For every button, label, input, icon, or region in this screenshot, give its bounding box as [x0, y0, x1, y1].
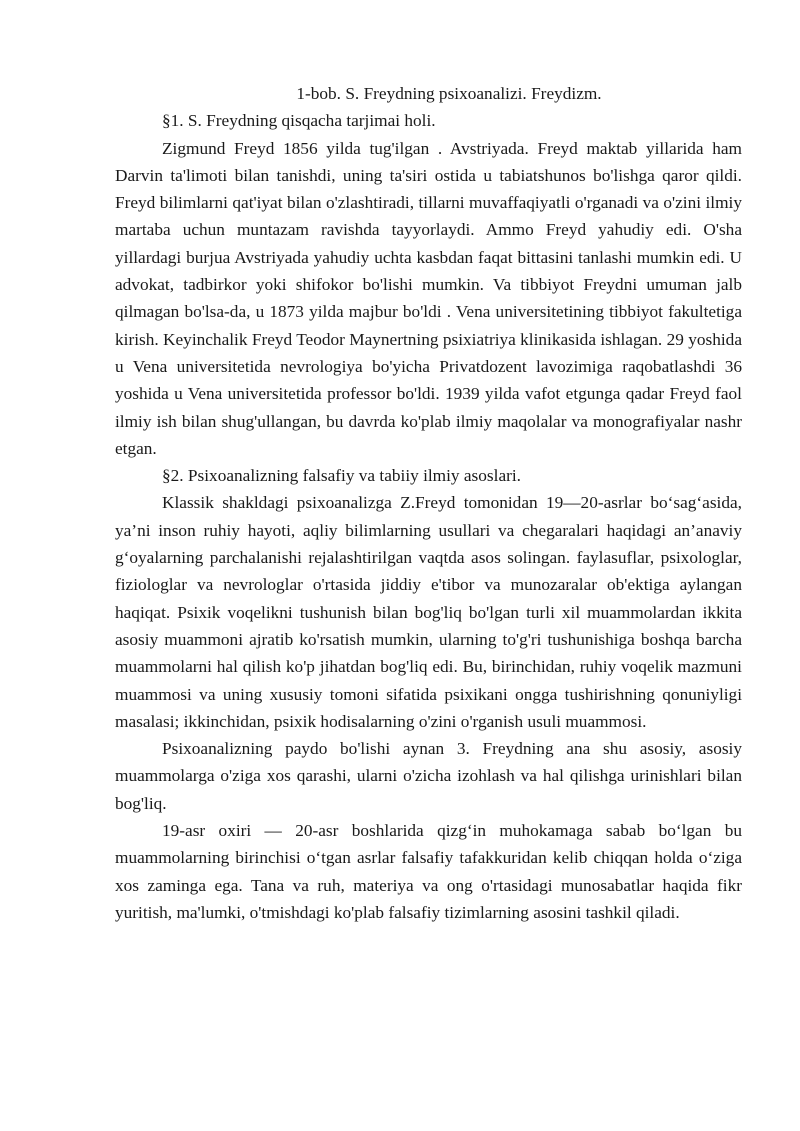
chapter-title: 1-bob. S. Freydning psixoanalizi. Freydizm.: [296, 84, 602, 103]
document-page: [115, 80, 742, 926]
paragraph: 19-asr oxiri — 20-asr boshlarida qizg‘in muhokamaga sabab bo‘lgan bu muammolarning birinchisi o‘tgan asrlar falsafiy tafakkuridan kelib chiqqan holda o‘ziga xos zaminga ega. Tana va ruh, materiya va ong o'rtasidagi munosabatlar haqida fikr yuritish, ma'lumki, o'tmishdagi ko'plab falsafiy tizimlarning asosini tashkil qiladi.: [115, 821, 742, 922]
section-heading-biography: §1. S. Freydning qisqacha tarjimai holi.: [162, 111, 436, 131]
paragraph: Psixoanalizning paydo bo'lishi aynan 3. Freydning ana shu asosiy, asosiy muammolarga o'ziga xos qarashi, ularni o'zicha izohlash va hal qilishga urinishlari bilan bog'liq.: [115, 739, 742, 813]
section-heading-foundations: §2. Psixoanalizning falsafiy va tabiiy ilmiy asoslari.: [162, 466, 521, 486]
paragraph: Zigmund Freyd 1856 yilda tug'ilgan . Avstriyada. Freyd maktab yillarida ham Darvin ta'limoti bilan tanishdi, uning ta'siri ostida u tabiatshunos bo'lishga qaror qildi. Freyd bilimlarni qat'iyat bilan o'zlashtiradi, tillarni muvaffaqiyatli o'rganadi va o'zini ilmiy martaba uchun muntazam ravishda tayyorlaydi. Ammo Freyd yahudiy edi. O'sha yillardagi burjua Avstriyada yahudiy uchta kasbdan faqat bittasini tanlashi mumkin edi. U advokat, tadbirkor yoki shifokor bo'lishi mumkin. Va tibbiyot Freydni umuman jalb qilmagan bo'lsa-da, u 1873 yilda majbur bo'ldi . Vena universitetining tibbiyot fakultetiga kirish. Keyinchalik Freyd Teodor Maynertning psixiatriya klinikasida ishlagan. 29 yoshida u Vena universitetida nevrologiya bo'yicha Privatdozent lavozimiga raqobatlashdi 36 yoshida u Vena universitetida professor bo'ldi. 1939 yilda vafot etgunga qadar Freyd faol ilmiy ish bilan shug'ullangan, bu davrda ko'plab ilmiy maqolalar va monografiyalar nashr etgan.: [115, 138, 742, 458]
paragraph: Klassik shakldagi psixoanalizga Z.Freyd tomonidan 19—20-asrlar bo‘sag‘asida, ya’ni inson ruhiy hayoti, aqliy bilimlarning usullari va chegaralari haqidagi an’anaviy g‘oyalarning parchalanishi rejalashtirilgan vaqtda asos solingan. faylasuflar, psixologlar, fiziologlar va nevrologlar o'rtasida jiddiy e'tibor va munozaralar ob'ektiga aylangan haqiqat. Psixik voqelikni tushunish bilan bog'liq bo'lgan turli xil muammolardan ikkita asosiy muammoni ajratib ko'rsatish mumkin, ularning to'g'ri tushunishiga boshqa barcha muammolarni hal qilish ko'p jihatdan bog'liq edi. Bu, birinchidan, ruhiy voqelik mazmuni muammosi va uning xususiy tomoni sifatida psixikani ongga tushirishning qonuniyligi masalasi; ikkinchidan, psixik hodisalarning o'zini o'rganish usuli muammosi.: [115, 493, 742, 731]
